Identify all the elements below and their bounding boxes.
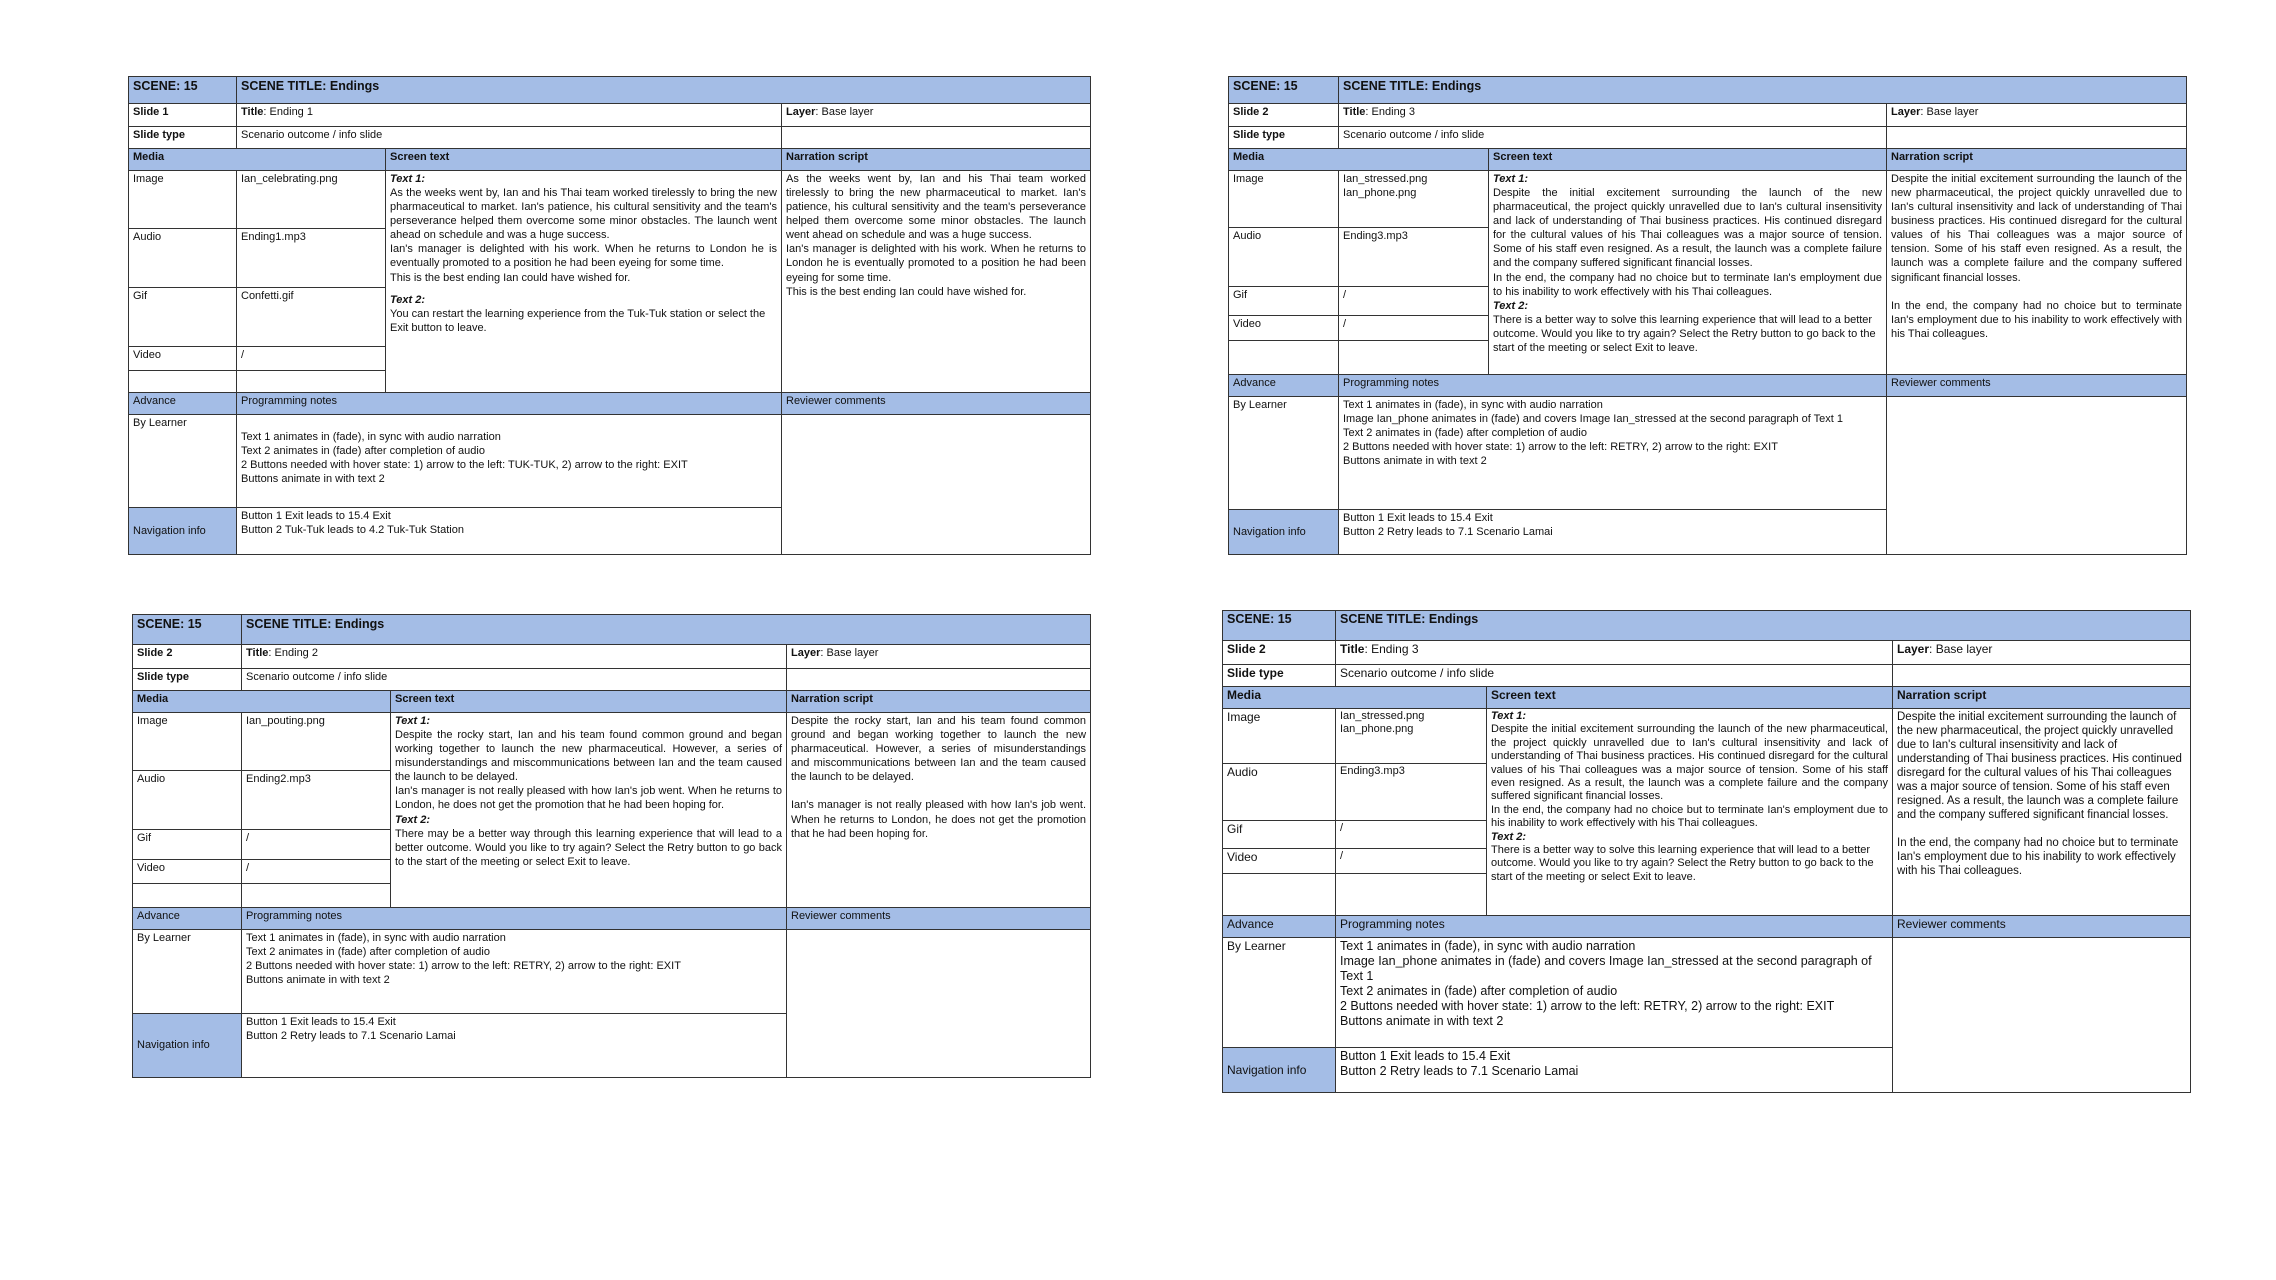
screen-text-header: Screen text bbox=[391, 691, 787, 713]
empty-cell bbox=[1336, 874, 1487, 916]
navigation-label: Navigation info bbox=[133, 1014, 242, 1078]
media-type: Audio bbox=[129, 229, 237, 288]
storyboard-ending-3 bbox=[1228, 76, 2186, 555]
programming-notes: Text 1 animates in (fade), in sync with audio narration Image Ian_phone animates in (fade) and covers Image Ian_stressed at the second paragraph of Text 1 Text 2 animates in (fade) after completion of audio 2 Buttons needed with hover state: 1) arrow to the left: RETRY, 2) arrow to the right: EXIT Buttons animate in with text 2 bbox=[1339, 397, 1887, 510]
text1-label: Text 1: bbox=[395, 715, 431, 727]
programming-notes: Text 1 animates in (fade), in sync with audio narration Text 2 animates in (fade) after completion of audio 2 Buttons needed with hover state: 1) arrow to the left: TUK-TUK, 2) arrow to the right: EXIT Buttons animate in with text 2 bbox=[237, 415, 782, 508]
reviewer-comments-header: Reviewer comments bbox=[782, 393, 1091, 415]
narration-script: As the weeks went by, Ian and his Thai team worked tirelessly to bring the new pharmaceutical to market. Ian's patience, his cultural sensitivity and the team's perseverance helped them overcome some minor obstacles. The launch went ahead on schedule and was a huge success. Ian's manager is delighted with his work. When he returns to London he is eventually promoted to a position he had been eyeing for some time. This is the best ending Ian could have wished for. bbox=[782, 171, 1091, 393]
media-type: Image bbox=[1223, 709, 1336, 764]
media-header: Media bbox=[133, 691, 391, 713]
empty-cell bbox=[237, 371, 386, 393]
media-file: / bbox=[1339, 316, 1489, 341]
storyboard-ending-3-copy bbox=[1222, 610, 2190, 1093]
text2-body: There may be a better way through this learning experience that will lead to a better outcome. Would you like to try again? Select the Retry button to go back to the start of the meeting or select Exit to leave. bbox=[395, 827, 782, 868]
slide-number: Slide 2 bbox=[133, 645, 242, 669]
narration-header: Narration script bbox=[1893, 687, 2191, 709]
media-file: Ending2.mp3 bbox=[242, 771, 391, 830]
media-type: Audio bbox=[133, 771, 242, 830]
storyboard-table bbox=[1228, 76, 2187, 555]
slide-type-label: Slide type bbox=[1223, 665, 1336, 687]
media-type: Audio bbox=[1223, 764, 1336, 821]
programming-notes-header: Programming notes bbox=[1336, 916, 1893, 938]
empty-cell bbox=[1887, 127, 2187, 149]
narration-header: Narration script bbox=[787, 691, 1091, 713]
screen-text-header: Screen text bbox=[386, 149, 782, 171]
reviewer-comments-header: Reviewer comments bbox=[1887, 375, 2187, 397]
reviewer-comments bbox=[787, 930, 1091, 1078]
media-file: Ian_pouting.png bbox=[242, 713, 391, 771]
text1-body: Despite the initial excitement surrounding the launch of the new pharmaceutical, the project quickly unravelled due to Ian's cultural insensitivity and lack of understanding of Thai business practices. His continued disregard for the cultural values of his Thai colleagues was a major source of tension. Some of his staff even resigned. As a result, the launch was a complete failure and the company suffered significant financial losses. In the end, the company had no choice but to terminate Ian's employment due to his inability to work effectively with his Thai colleagues. bbox=[1491, 723, 1888, 830]
narration-script: Despite the initial excitement surrounding the launch of the new pharmaceutical, the project quickly unravelled due to Ian's cultural insensitivity and lack of understanding of Thai business practices. His continued disregard for the cultural values of his Thai colleagues was a major source of tension. Some of his staff even resigned. As a result, the launch was a complete failure and the company suffered significant financial losses. In the end, the company had no choice but to terminate Ian's employment due to his inability to work effectively with his Thai colleagues. bbox=[1887, 171, 2187, 375]
media-file: Ending3.mp3 bbox=[1339, 228, 1489, 287]
text2-body: You can restart the learning experience from the Tuk-Tuk station or select the Exit button to leave. bbox=[390, 307, 766, 334]
layer-label: Layer bbox=[791, 647, 821, 659]
media-type: Gif bbox=[133, 830, 242, 860]
title-label: Title bbox=[1340, 642, 1365, 656]
title-value: Ending 3 bbox=[1371, 642, 1419, 656]
slide-number: Slide 2 bbox=[1229, 104, 1339, 127]
media-file: / bbox=[1336, 849, 1487, 874]
media-type: Video bbox=[1223, 849, 1336, 874]
slide-title: Title: Ending 3 bbox=[1339, 104, 1887, 127]
layer-value: Base layer bbox=[826, 647, 879, 659]
screen-text bbox=[1487, 709, 1893, 916]
programming-notes-header: Programming notes bbox=[242, 908, 787, 930]
text2-label: Text 2: bbox=[1493, 299, 1529, 312]
media-file: Ending3.mp3 bbox=[1336, 764, 1487, 821]
slide-title: Title: Ending 1 bbox=[237, 104, 782, 127]
programming-notes-header: Programming notes bbox=[237, 393, 782, 415]
text1-label: Text 1: bbox=[1491, 710, 1527, 722]
layer-value: Base layer bbox=[1935, 642, 1993, 656]
title-label: Title bbox=[246, 647, 269, 659]
empty-cell bbox=[1223, 874, 1336, 916]
slide-number: Slide 1 bbox=[129, 104, 237, 127]
media-type: Image bbox=[133, 713, 242, 771]
navigation-info: Button 1 Exit leads to 15.4 Exit Button 2 Retry leads to 7.1 Scenario Lamai bbox=[1336, 1048, 1893, 1093]
title-value: Ending 2 bbox=[274, 647, 318, 659]
reviewer-comments bbox=[782, 415, 1091, 555]
text1-body: As the weeks went by, Ian and his Thai team worked tirelessly to bring the new pharmaceutical to market. Ian's patience, his cultural sensitivity and the team's perseverance helped them overcome some minor obstacles. The launch went ahead on schedule and was a huge success. Ian's manager is delighted with his work. When he returns to London he is eventually promoted to a position he had been eyeing for some time. This is the best ending Ian could have wished for. bbox=[390, 187, 777, 284]
storyboard-ending-1 bbox=[128, 76, 1090, 555]
scene-label: SCENE: 15 bbox=[1229, 77, 1339, 104]
text1-label: Text 1: bbox=[1493, 173, 1529, 185]
media-type: Audio bbox=[1229, 228, 1339, 287]
storyboard-table bbox=[132, 614, 1091, 1078]
scene-title: SCENE TITLE: Endings bbox=[242, 615, 1091, 645]
title-label: Title bbox=[1343, 106, 1366, 118]
media-header: Media bbox=[129, 149, 386, 171]
advance-label: Advance bbox=[133, 908, 242, 930]
media-file: / bbox=[242, 830, 391, 860]
empty-cell bbox=[782, 127, 1091, 149]
scene-label: SCENE: 15 bbox=[1223, 611, 1336, 641]
media-file: Confetti.gif bbox=[237, 288, 386, 347]
text2-label: Text 2: bbox=[1491, 830, 1527, 843]
storyboard-table bbox=[1222, 610, 2191, 1093]
empty-cell bbox=[1339, 341, 1489, 375]
text2-label: Text 2: bbox=[395, 813, 431, 826]
advance-label: Advance bbox=[1229, 375, 1339, 397]
programming-notes: Text 1 animates in (fade), in sync with audio narration Text 2 animates in (fade) after completion of audio 2 Buttons needed with hover state: 1) arrow to the left: RETRY, 2) arrow to the right: EXIT Buttons animate in with text 2 bbox=[242, 930, 787, 1014]
text2-body: There is a better way to solve this learning experience that will lead to a better outcome. Would you like to try again? Select the Retry button to go back to the start of the meeting or select Exit to leave. bbox=[1491, 844, 1874, 883]
media-file: Ian_stressed.png Ian_phone.png bbox=[1339, 171, 1489, 228]
media-file: / bbox=[1336, 821, 1487, 849]
media-file: / bbox=[1339, 287, 1489, 316]
reviewer-comments bbox=[1893, 938, 2191, 1093]
empty-cell bbox=[129, 371, 237, 393]
screen-text bbox=[391, 713, 787, 908]
storyboard-table bbox=[128, 76, 1091, 555]
layer: Layer: Base layer bbox=[1893, 641, 2191, 665]
layer-value: Base layer bbox=[1926, 106, 1979, 118]
advance-value: By Learner bbox=[133, 930, 242, 1014]
layer-label: Layer bbox=[1891, 106, 1921, 118]
reviewer-comments-header: Reviewer comments bbox=[787, 908, 1091, 930]
media-header: Media bbox=[1223, 687, 1487, 709]
slide-type-value: Scenario outcome / info slide bbox=[242, 669, 787, 691]
narration-header: Narration script bbox=[1887, 149, 2187, 171]
programming-notes-header: Programming notes bbox=[1339, 375, 1887, 397]
title-value: Ending 1 bbox=[269, 106, 313, 118]
advance-label: Advance bbox=[129, 393, 237, 415]
layer: Layer: Base layer bbox=[787, 645, 1091, 669]
media-type: Image bbox=[1229, 171, 1339, 228]
layer: Layer: Base layer bbox=[1887, 104, 2187, 127]
slide-title: Title: Ending 3 bbox=[1336, 641, 1893, 665]
layer-label: Layer bbox=[1897, 642, 1930, 656]
media-type: Video bbox=[133, 860, 242, 884]
storyboard-ending-2 bbox=[132, 614, 1090, 1078]
text2-label: Text 2: bbox=[390, 293, 426, 306]
media-type: Video bbox=[129, 347, 237, 371]
media-header: Media bbox=[1229, 149, 1489, 171]
advance-value: By Learner bbox=[1229, 397, 1339, 510]
slide-type-label: Slide type bbox=[1229, 127, 1339, 149]
navigation-info: Button 1 Exit leads to 15.4 Exit Button 2 Tuk-Tuk leads to 4.2 Tuk-Tuk Station bbox=[237, 508, 782, 555]
media-type: Gif bbox=[1223, 821, 1336, 849]
reviewer-comments-header: Reviewer comments bbox=[1893, 916, 2191, 938]
navigation-info: Button 1 Exit leads to 15.4 Exit Button 2 Retry leads to 7.1 Scenario Lamai bbox=[1339, 510, 1887, 555]
scene-title: SCENE TITLE: Endings bbox=[1339, 77, 2187, 104]
media-type: Gif bbox=[1229, 287, 1339, 316]
layer-value: Base layer bbox=[821, 106, 874, 118]
narration-script: Despite the rocky start, Ian and his team found common ground and began working together to launch the new pharmaceutical. However, a series of misunderstandings and miscommunications between Ian and the team caused the launch to be delayed. Ian's manager is not really pleased with how Ian's job went. When he returns to London, he does not get the promotion that he had been hoping for. bbox=[787, 713, 1091, 908]
advance-value: By Learner bbox=[1223, 938, 1336, 1048]
media-type: Image bbox=[129, 171, 237, 229]
title-label: Title bbox=[241, 106, 264, 118]
slide-number: Slide 2 bbox=[1223, 641, 1336, 665]
layer: Layer: Base layer bbox=[782, 104, 1091, 127]
scene-title: SCENE TITLE: Endings bbox=[237, 77, 1091, 104]
navigation-label: Navigation info bbox=[1229, 510, 1339, 555]
screen-text bbox=[1489, 171, 1887, 375]
empty-cell bbox=[242, 884, 391, 908]
navigation-info: Button 1 Exit leads to 15.4 Exit Button 2 Retry leads to 7.1 Scenario Lamai bbox=[242, 1014, 787, 1078]
screen-text bbox=[386, 171, 782, 393]
slide-type-label: Slide type bbox=[133, 669, 242, 691]
media-file: Ending1.mp3 bbox=[237, 229, 386, 288]
screen-text-header: Screen text bbox=[1487, 687, 1893, 709]
scene-title: SCENE TITLE: Endings bbox=[1336, 611, 2191, 641]
layer-label: Layer bbox=[786, 106, 816, 118]
navigation-label: Navigation info bbox=[129, 508, 237, 555]
text1-body: Despite the rocky start, Ian and his team found common ground and began working together to launch the new pharmaceutical. However, a series of misunderstandings and miscommunications between Ian and the team caused the launch to be delayed. Ian's manager is not really pleased with how Ian's job went. When he returns to London, he does not get the promotion that he had been hoping for. bbox=[395, 729, 782, 812]
slide-type-value: Scenario outcome / info slide bbox=[1339, 127, 1887, 149]
slide-type-value: Scenario outcome / info slide bbox=[1336, 665, 1893, 687]
media-type: Gif bbox=[129, 288, 237, 347]
empty-cell bbox=[133, 884, 242, 908]
advance-value: By Learner bbox=[129, 415, 237, 508]
text1-label: Text 1: bbox=[390, 173, 426, 185]
programming-notes: Text 1 animates in (fade), in sync with audio narration Image Ian_phone animates in (fade) and covers Image Ian_stressed at the second paragraph of Text 1 Text 2 animates in (fade) after completion of audio 2 Buttons needed with hover state: 1) arrow to the left: RETRY, 2) arrow to the right: EXIT Buttons animate in with text 2 bbox=[1336, 938, 1893, 1048]
scene-label: SCENE: 15 bbox=[129, 77, 237, 104]
screen-text-header: Screen text bbox=[1489, 149, 1887, 171]
text2-body: There is a better way to solve this learning experience that will lead to a better outcome. Would you like to try again? Select the Retry button to go back to the start of the meeting or select Exit to leave. bbox=[1493, 313, 1876, 354]
title-value: Ending 3 bbox=[1371, 106, 1415, 118]
media-file: / bbox=[242, 860, 391, 884]
navigation-label: Navigation info bbox=[1223, 1048, 1336, 1093]
text1-body: Despite the initial excitement surrounding the launch of the new pharmaceutical, the project quickly unravelled due to Ian's cultural insensitivity and lack of understanding of Thai business practices. His continued disregard for the cultural values of his Thai colleagues was a major source of tension. Some of his staff even resigned. As a result, the launch was a complete failure and the company suffered significant financial losses. In the end, the company had no choice but to terminate Ian's employment due to his inability to work effectively with his Thai colleagues. bbox=[1493, 187, 1882, 298]
scene-label: SCENE: 15 bbox=[133, 615, 242, 645]
media-type: Video bbox=[1229, 316, 1339, 341]
slide-type-value: Scenario outcome / info slide bbox=[237, 127, 782, 149]
advance-label: Advance bbox=[1223, 916, 1336, 938]
media-file: / bbox=[237, 347, 386, 371]
slide-type-label: Slide type bbox=[129, 127, 237, 149]
empty-cell bbox=[1893, 665, 2191, 687]
media-file: Ian_stressed.png Ian_phone.png bbox=[1336, 709, 1487, 764]
narration-script: Despite the initial excitement surrounding the launch of the new pharmaceutical, the project quickly unravelled due to Ian's cultural insensitivity and lack of understanding of Thai business practices. His continued disregard for the cultural values of his Thai colleagues was a major source of tension. Some of his staff even resigned. As a result, the launch was a complete failure and the company suffered significant financial losses. In the end, the company had no choice but to terminate Ian's employment due to his inability to work effectively with his Thai colleagues. bbox=[1893, 709, 2191, 916]
media-file: Ian_celebrating.png bbox=[237, 171, 386, 229]
empty-cell bbox=[1229, 341, 1339, 375]
slide-title: Title: Ending 2 bbox=[242, 645, 787, 669]
reviewer-comments bbox=[1887, 397, 2187, 555]
narration-header: Narration script bbox=[782, 149, 1091, 171]
empty-cell bbox=[787, 669, 1091, 691]
